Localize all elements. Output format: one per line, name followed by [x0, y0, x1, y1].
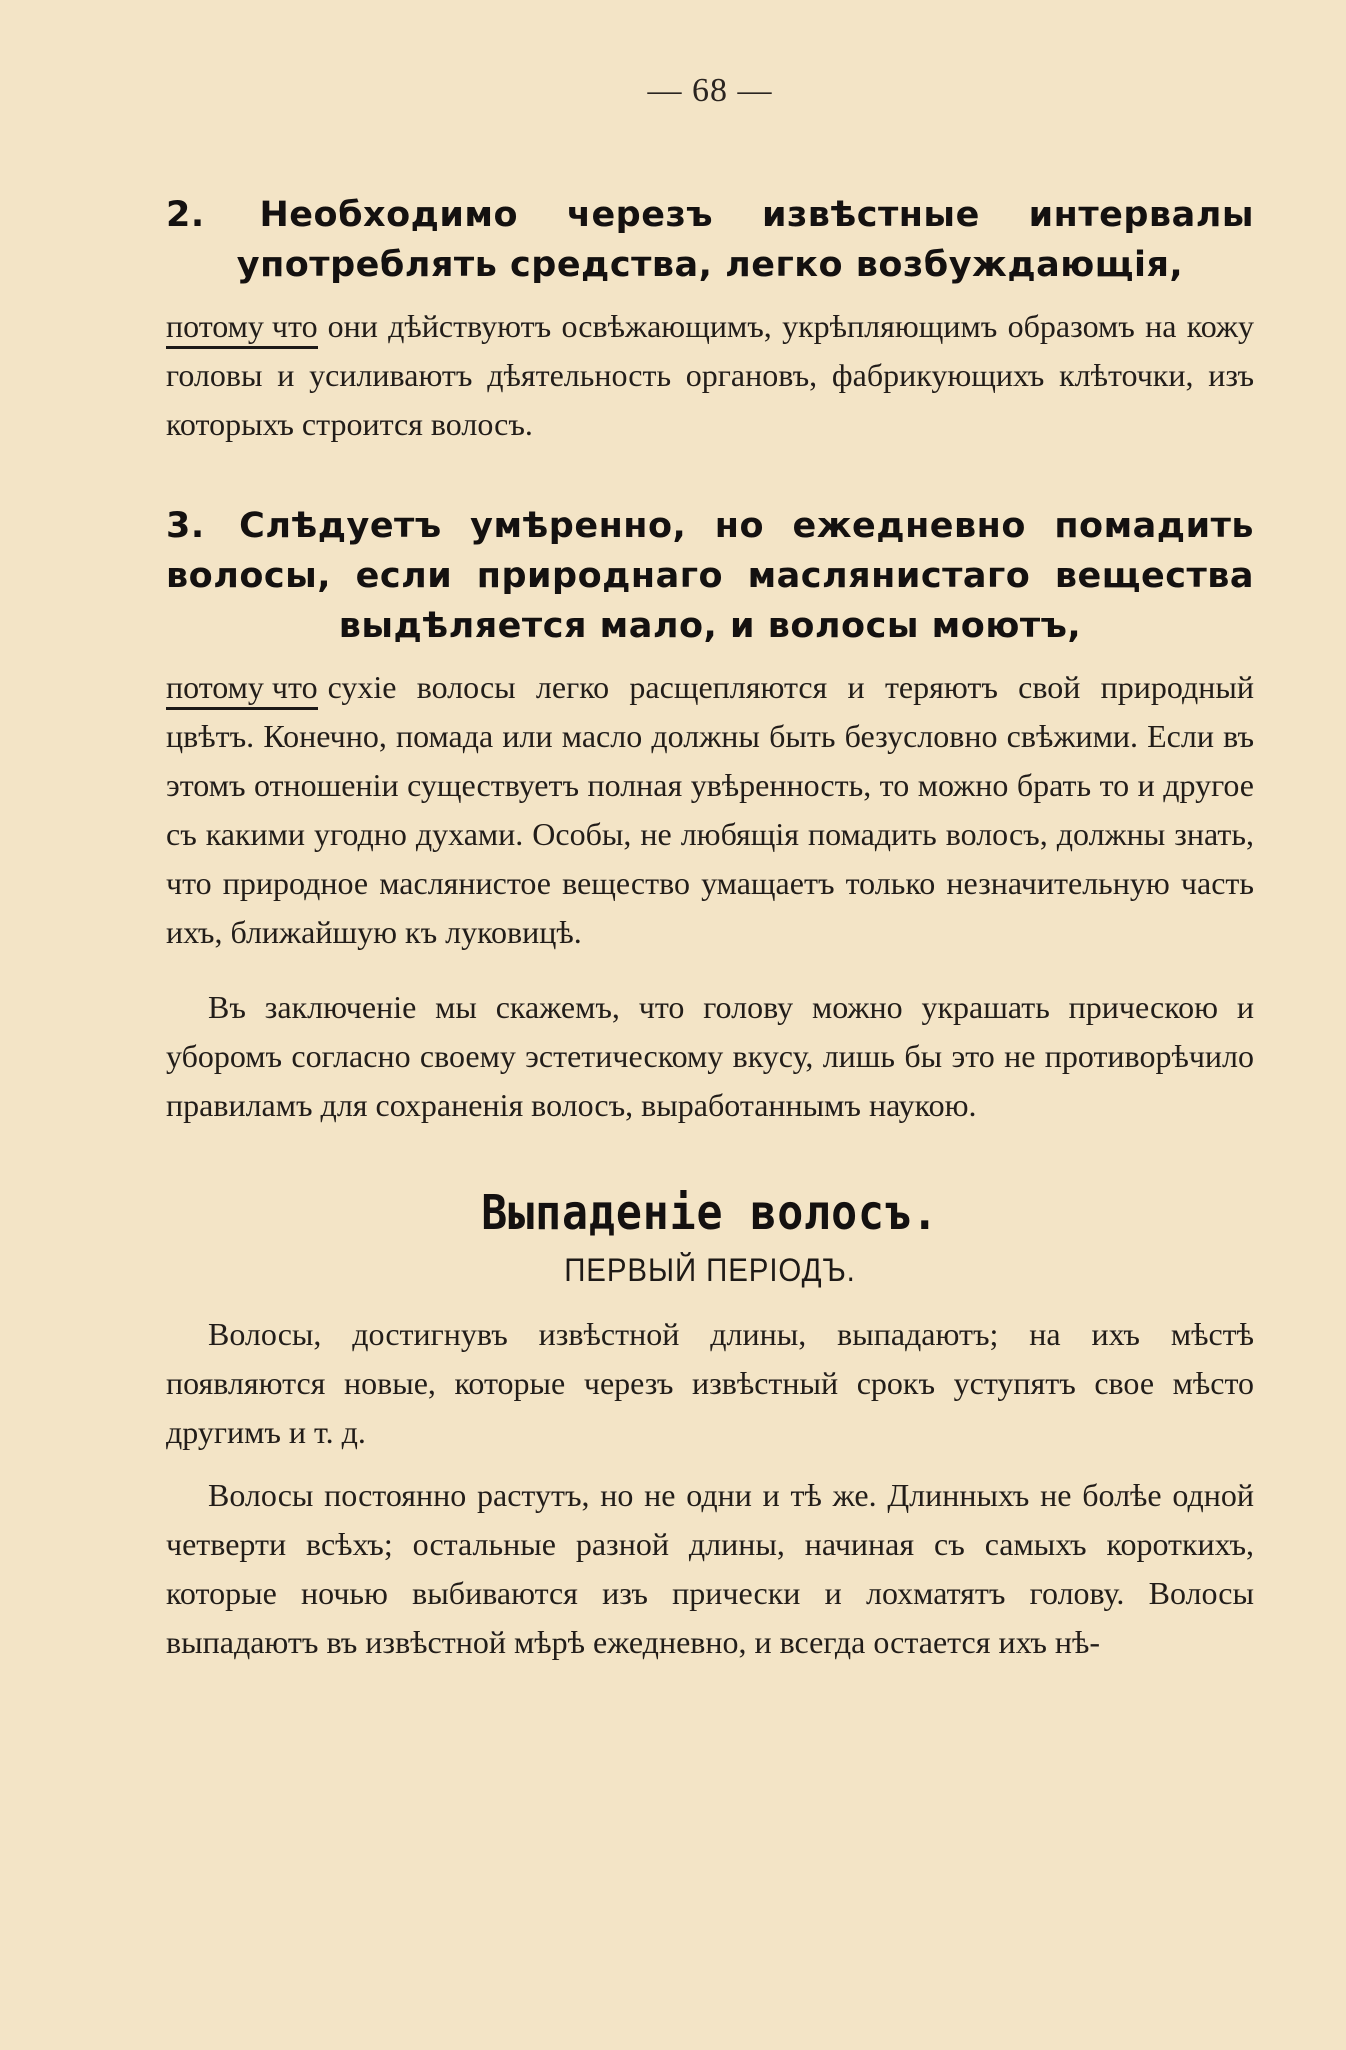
page-number: — 68 —: [647, 72, 773, 109]
conclusion-paragraph: Въ заключеніе мы скажемъ, что голову можно украшать прическою и уборомъ согласно своему эстетическому вкусу, лишь бы это не противорѣчило правиламъ для сохраненія волосъ, выработаннымъ наукою.: [166, 989, 1254, 1123]
section-3-number: 3.: [166, 506, 205, 546]
chapter-subtitle: ПЕРВЫЙ ПЕРІОДЪ.: [564, 1252, 856, 1288]
section-3-heading-text: Слѣдуетъ умѣренно, но ежедневно помадить волосы, если природнаго маслянистаго вещества выдѣляется мало, и волосы моютъ,: [166, 506, 1255, 646]
section-2-heading-text: Необходимо черезъ извѣстные интервалы употреблять средства, легко возбуждающія,: [236, 195, 1254, 285]
chapter-title: Выпаденіе волосъ.: [481, 1185, 939, 1241]
section-2-paragraph: [166, 302, 1254, 449]
section-3-because-underlined: потому что: [166, 667, 318, 710]
section-2-because-underlined: потому что: [166, 306, 318, 349]
section-3-heading: [166, 501, 1254, 651]
section-2-number: 2.: [166, 195, 205, 235]
chapter-paragraph-2: Волосы постоянно растутъ, но не одни и тѣ же. Длинныхъ не болѣе одной четверти всѣхъ; остальные разной длины, начиная съ самыхъ короткихъ, которые ночью выбиваются изъ прически и лохматятъ голову. Волосы выпадаютъ въ извѣстной мѣрѣ ежедневно, и всегда остается ихъ нѣ-: [166, 1477, 1254, 1660]
chapter-paragraph-1: Волосы, достигнувъ извѣстной длины, выпадаютъ; на ихъ мѣстѣ появляются новые, которые черезъ извѣстный срокъ уступятъ свое мѣсто другимъ и т. д.: [166, 1316, 1254, 1450]
section-3-paragraph: [166, 663, 1254, 957]
section-2-heading: [166, 190, 1254, 290]
section-2-body: они дѣйствуютъ освѣжающимъ, укрѣпляющимъ образомъ на кожу головы и усиливаютъ дѣятельность органовъ, фабрикующихъ клѣточки, изъ которыхъ строится волосъ.: [166, 308, 1254, 442]
section-3-body: сухіе волосы легко расщепляются и теряютъ свой природный цвѣтъ. Конечно, помада или масло должны быть безусловно свѣжими. Если въ этомъ отношеніи существуетъ полная увѣренность, то можно брать то и другое съ какими угодно духами. Особы, не любящія помадить волосъ, должны знать, что природное маслянистое вещество умащаетъ только незначительную часть ихъ, ближайшую къ луковицѣ.: [166, 669, 1254, 950]
